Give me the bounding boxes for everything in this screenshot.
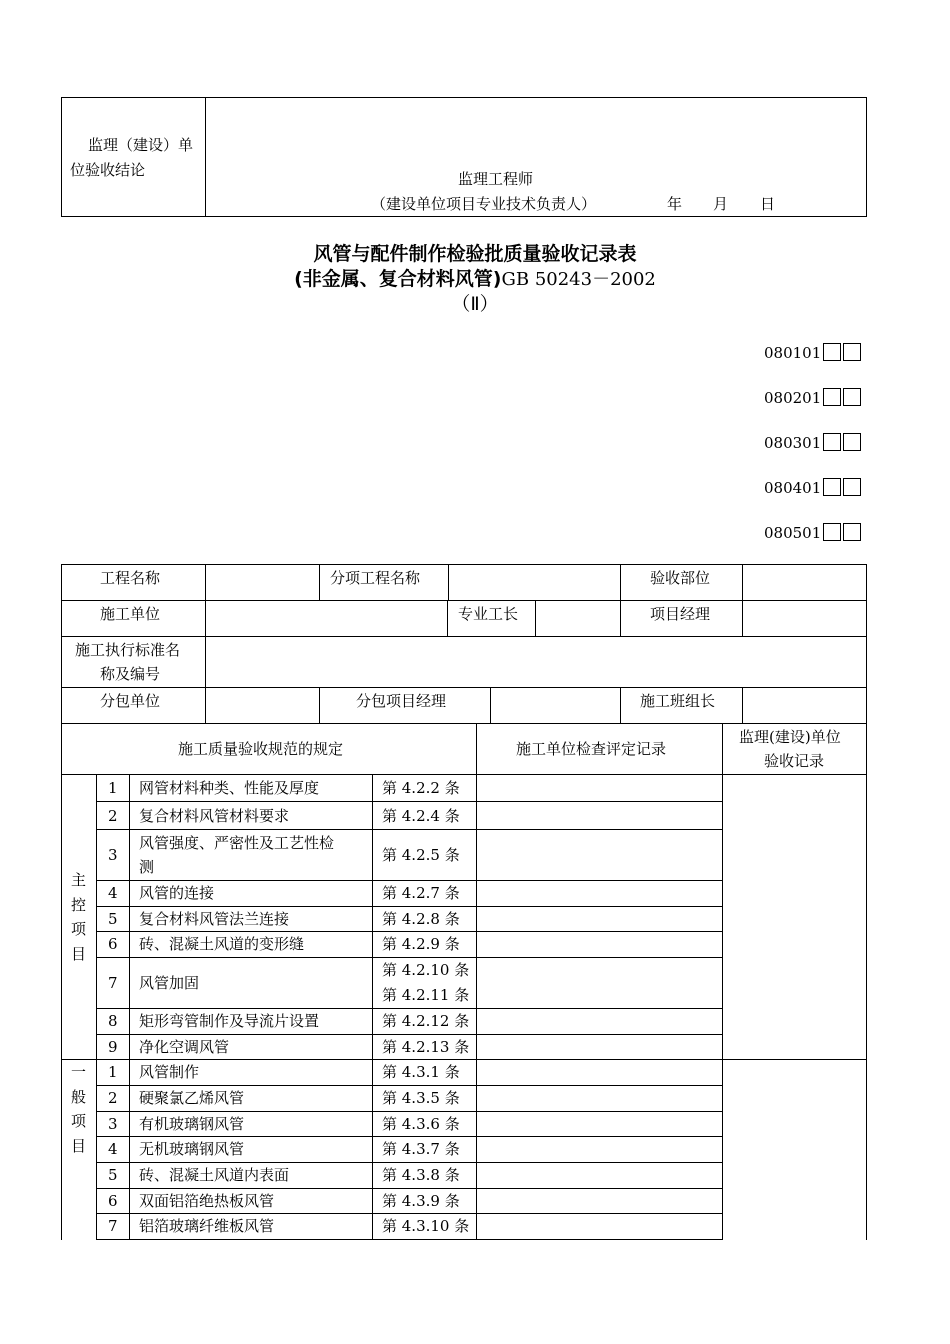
conclusion-label-line2: 位验收结论 bbox=[70, 161, 146, 179]
main-label-char: 项 bbox=[71, 920, 87, 938]
col-line bbox=[372, 774, 373, 1240]
code-checkbox[interactable] bbox=[823, 388, 841, 406]
subcontractor-label: 分包单位 bbox=[100, 692, 161, 710]
title-line2-code: GB 50243－2002 bbox=[501, 269, 656, 290]
row-line bbox=[96, 1008, 723, 1009]
row-line bbox=[96, 1239, 723, 1240]
row-item: 净化空调风管 bbox=[139, 1038, 230, 1056]
construction-unit-label: 施工单位 bbox=[100, 605, 161, 623]
row-number: 5 bbox=[108, 910, 118, 928]
frame-right bbox=[866, 774, 867, 1240]
acceptance-part-label: 验收部位 bbox=[650, 569, 711, 587]
row-clause: 第 4.2.9 条 bbox=[382, 935, 460, 953]
col-line bbox=[722, 774, 723, 1240]
row-item: 硬聚氯乙烯风管 bbox=[139, 1089, 245, 1107]
row-clause: 第 4.2.7 条 bbox=[382, 884, 460, 902]
row-clause-cont: 第 4.2.11 条 bbox=[382, 986, 470, 1004]
code-checkbox[interactable] bbox=[823, 523, 841, 541]
row-line bbox=[61, 600, 867, 601]
sub-project-name-label: 分项工程名称 bbox=[330, 569, 421, 587]
row-line bbox=[96, 931, 723, 932]
foreman-label: 专业工长 bbox=[458, 605, 519, 623]
col-line bbox=[620, 564, 621, 636]
row-number: 3 bbox=[108, 846, 118, 864]
row-number: 9 bbox=[108, 1038, 118, 1056]
col-line bbox=[742, 687, 743, 724]
row-number: 7 bbox=[108, 1217, 118, 1235]
row-clause: 第 4.2.8 条 bbox=[382, 910, 460, 928]
row-line bbox=[96, 906, 723, 907]
row-item: 复合材料风管材料要求 bbox=[139, 807, 290, 825]
code-number: 080101 bbox=[764, 344, 822, 362]
row-clause: 第 4.2.5 条 bbox=[382, 846, 460, 864]
year-label: 年 bbox=[667, 195, 683, 213]
day-label: 日 bbox=[760, 195, 776, 213]
col-line bbox=[447, 600, 448, 636]
frame-left bbox=[61, 774, 62, 1240]
row-number: 2 bbox=[108, 807, 118, 825]
row-line bbox=[96, 829, 723, 830]
col-line bbox=[476, 774, 477, 1240]
standard-label-line2: 称及编号 bbox=[100, 665, 161, 683]
code-checkbox[interactable] bbox=[823, 478, 841, 496]
row-line bbox=[96, 1188, 723, 1189]
col-line bbox=[129, 774, 130, 1240]
code-checkbox[interactable] bbox=[823, 343, 841, 361]
row-line bbox=[61, 636, 867, 637]
row-item: 网管材料种类、性能及厚度 bbox=[139, 779, 320, 797]
row-item: 有机玻璃钢风管 bbox=[139, 1115, 245, 1133]
general-label-char: 般 bbox=[71, 1088, 87, 1106]
row-line bbox=[96, 801, 723, 802]
code-checkbox[interactable] bbox=[843, 523, 861, 541]
col-line bbox=[535, 600, 536, 636]
row-number: 8 bbox=[108, 1012, 118, 1030]
row-item: 砖、混凝土风道的变形缝 bbox=[139, 935, 305, 953]
row-line bbox=[96, 1085, 723, 1086]
row-clause: 第 4.3.9 条 bbox=[382, 1192, 460, 1210]
conclusion-divider bbox=[205, 97, 206, 217]
row-number: 6 bbox=[108, 935, 118, 953]
row-line bbox=[61, 687, 867, 688]
col-line bbox=[722, 723, 723, 775]
code-checkbox[interactable] bbox=[843, 433, 861, 451]
row-item: 风管强度、严密性及工艺性检 bbox=[139, 834, 335, 852]
row-number: 3 bbox=[108, 1115, 118, 1133]
row-line bbox=[96, 1111, 723, 1112]
col-line bbox=[319, 564, 320, 600]
col-line bbox=[319, 687, 320, 724]
row-clause: 第 4.3.6 条 bbox=[382, 1115, 460, 1133]
project-name-label: 工程名称 bbox=[100, 569, 161, 587]
col-line bbox=[742, 564, 743, 636]
row-item-cont: 测 bbox=[139, 858, 155, 876]
code-number: 080301 bbox=[764, 434, 822, 452]
row-clause: 第 4.2.2 条 bbox=[382, 779, 460, 797]
title-line2 bbox=[0, 267, 950, 292]
code-row bbox=[764, 523, 861, 545]
row-line bbox=[96, 1034, 723, 1035]
row-number: 4 bbox=[108, 1140, 118, 1158]
row-item: 双面铝箔绝热板风管 bbox=[139, 1192, 275, 1210]
title-line2-bold: (非金属、复合材料风管) bbox=[294, 268, 502, 290]
row-clause: 第 4.2.13 条 bbox=[382, 1038, 470, 1056]
project-manager-label: 项目经理 bbox=[650, 605, 711, 623]
month-label: 月 bbox=[713, 195, 729, 213]
code-checkbox[interactable] bbox=[843, 388, 861, 406]
row-item: 风管加固 bbox=[139, 974, 200, 992]
title-line3: （Ⅱ） bbox=[451, 293, 499, 315]
team-leader-label: 施工班组长 bbox=[640, 692, 716, 710]
code-row bbox=[764, 433, 861, 455]
row-item: 风管的连接 bbox=[139, 884, 215, 902]
row-item: 无机玻璃钢风管 bbox=[139, 1140, 245, 1158]
responsible-label: （建设单位项目专业技术负责人） bbox=[371, 195, 597, 213]
row-number: 1 bbox=[108, 1063, 118, 1081]
col-line bbox=[205, 687, 206, 724]
col-line bbox=[96, 774, 97, 1240]
row-item: 铝箔玻璃纤维板风管 bbox=[139, 1217, 275, 1235]
standard-label-line1: 施工执行标准名 bbox=[75, 641, 181, 659]
row-clause: 第 4.2.10 条 bbox=[382, 961, 470, 979]
row-line bbox=[96, 1162, 723, 1163]
row-clause: 第 4.3.8 条 bbox=[382, 1166, 460, 1184]
col-line bbox=[490, 687, 491, 724]
row-item: 砖、混凝土风道内表面 bbox=[139, 1166, 290, 1184]
row-item: 矩形弯管制作及导流片设置 bbox=[139, 1012, 320, 1030]
section-divider bbox=[61, 1059, 867, 1060]
title-line1: 风管与配件制作检验批质量验收记录表 bbox=[313, 243, 637, 265]
row-number: 7 bbox=[108, 974, 118, 992]
code-number: 080501 bbox=[764, 524, 822, 542]
row-clause: 第 4.3.1 条 bbox=[382, 1063, 460, 1081]
main-label-char: 控 bbox=[71, 896, 87, 914]
sub-manager-label: 分包项目经理 bbox=[356, 692, 447, 710]
general-label-char: 一 bbox=[71, 1063, 87, 1081]
spec-header: 施工质量验收规范的规定 bbox=[178, 740, 344, 758]
code-row bbox=[764, 343, 861, 365]
row-item: 风管制作 bbox=[139, 1063, 200, 1081]
col-line bbox=[448, 564, 449, 600]
col-line bbox=[205, 564, 206, 687]
code-number: 080401 bbox=[764, 479, 822, 497]
code-checkbox[interactable] bbox=[843, 478, 861, 496]
general-label-char: 项 bbox=[71, 1112, 87, 1130]
row-number: 1 bbox=[108, 779, 118, 797]
row-clause: 第 4.3.10 条 bbox=[382, 1217, 470, 1235]
code-row bbox=[764, 478, 861, 500]
main-label-char: 目 bbox=[71, 945, 87, 963]
header-grid bbox=[61, 564, 867, 724]
code-checkbox[interactable] bbox=[823, 433, 841, 451]
supervision-header-line2: 验收记录 bbox=[764, 752, 825, 770]
row-number: 6 bbox=[108, 1192, 118, 1210]
row-line bbox=[96, 957, 723, 958]
row-line bbox=[96, 1136, 723, 1137]
check-header: 施工单位检查评定记录 bbox=[516, 740, 667, 758]
supervision-header-line1: 监理(建设)单位 bbox=[739, 728, 841, 746]
row-clause: 第 4.2.4 条 bbox=[382, 807, 460, 825]
engineer-label: 监理工程师 bbox=[458, 170, 534, 188]
row-item: 复合材料风管法兰连接 bbox=[139, 910, 290, 928]
code-number: 080201 bbox=[764, 389, 822, 407]
row-clause: 第 4.3.7 条 bbox=[382, 1140, 460, 1158]
code-row bbox=[764, 388, 861, 410]
conclusion-label-line1: 监理（建设）单 bbox=[88, 136, 194, 154]
general-label-char: 目 bbox=[71, 1137, 87, 1155]
col-line bbox=[476, 723, 477, 775]
row-clause: 第 4.2.12 条 bbox=[382, 1012, 470, 1030]
row-line bbox=[96, 880, 723, 881]
row-number: 5 bbox=[108, 1166, 118, 1184]
main-label-char: 主 bbox=[71, 871, 87, 889]
row-number: 4 bbox=[108, 884, 118, 902]
row-line bbox=[96, 1213, 723, 1214]
col-line bbox=[620, 687, 621, 724]
code-checkbox[interactable] bbox=[843, 343, 861, 361]
row-number: 2 bbox=[108, 1089, 118, 1107]
row-clause: 第 4.3.5 条 bbox=[382, 1089, 460, 1107]
